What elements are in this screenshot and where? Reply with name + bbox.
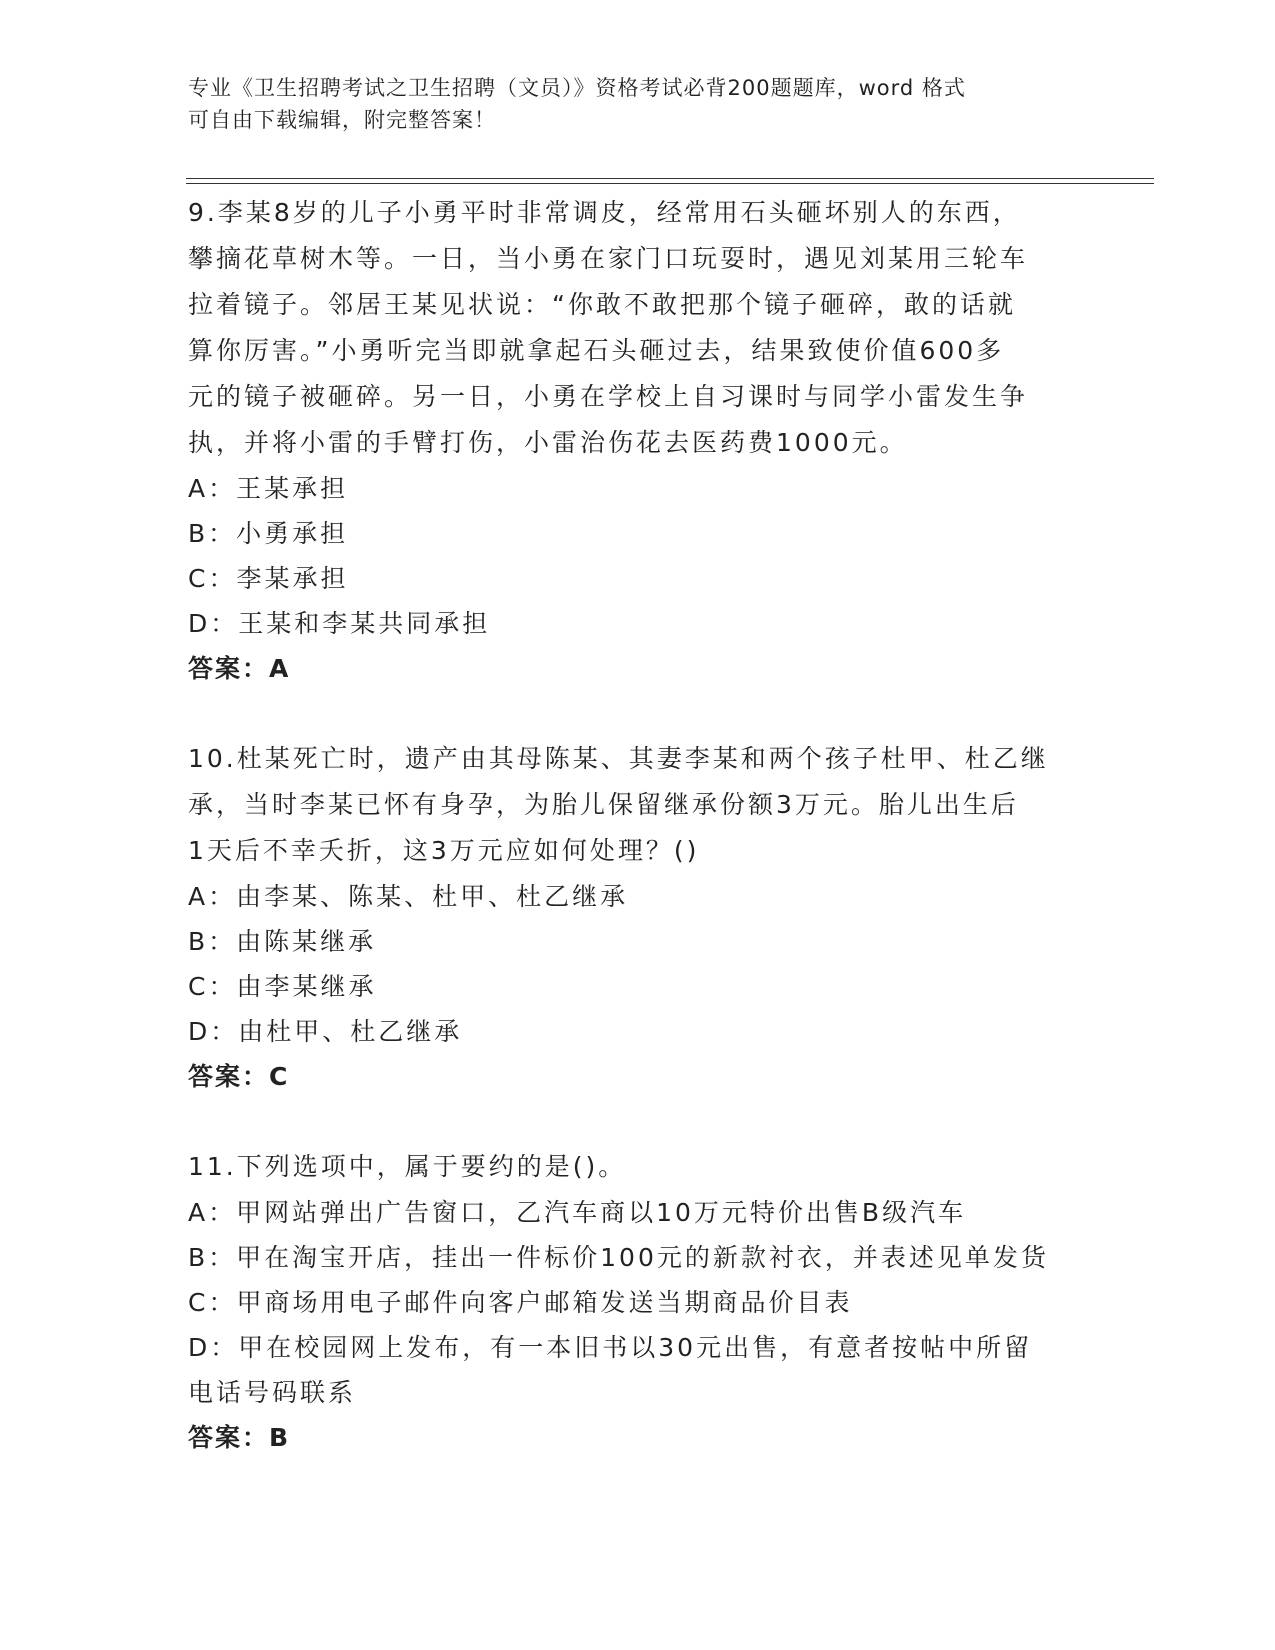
question-9 [188,190,1088,692]
stem-line: 11.下列选项中，属于要约的是()。 [188,1152,627,1181]
header-divider-bottom [186,183,1154,184]
header-divider-top [186,178,1154,179]
stem-line: 元的镜子被砸碎。另一日，小勇在学校上自习课时与同学小雷发生争 [188,382,1029,411]
option-a: A：王某承担 [188,474,349,503]
answer-line: 答案：B [188,1423,291,1452]
stem-line: 承，当时李某已怀有身孕，为胎儿保留继承份额3万元。胎儿出生后 [188,790,1019,819]
answer-line: 答案：A [188,654,291,683]
option-a: A：甲网站弹出广告窗口，乙汽车商以10万元特价出售B级汽车 [188,1198,967,1227]
question-stem [188,1144,1088,1190]
option-b: B：由陈某继承 [188,927,377,956]
question-list [188,190,1088,1461]
option-a: A：由李某、陈某、杜甲、杜乙继承 [188,882,629,911]
stem-line: 1天后不幸夭折，这3万元应如何处理？() [188,836,700,865]
header-line-1: 专业《卫生招聘考试之卫生招聘（文员）》资格考试必背200题题库，word 格式 [188,76,966,100]
header-line-2: 可自由下载编辑，附完整答案！ [188,108,496,132]
option-c: C：由李某继承 [188,972,377,1001]
option-b: B：小勇承担 [188,519,349,548]
question-stem [188,190,1088,466]
option-d-continued: 电话号码联系 [188,1378,357,1407]
stem-line: 拉着镜子。邻居王某见状说：“你敢不敢把那个镜子砸碎，敢的话就 [188,290,1016,319]
stem-line: 算你厉害。”小勇听完当即就拿起石头砸过去，结果致使价值600多 [188,336,1005,365]
option-d: D：甲在校园网上发布，有一本旧书以30元出售，有意者按帖中所留 [188,1333,1033,1362]
option-c: C：甲商场用电子邮件向客户邮箱发送当期商品价目表 [188,1288,853,1317]
option-d: D：王某和李某共同承担 [188,609,491,638]
stem-line: 攀摘花草树木等。一日，当小勇在家门口玩耍时，遇见刘某用三轮车 [188,244,1029,273]
stem-line: 10.杜某死亡时，遗产由其母陈某、其妻李某和两个孩子杜甲、杜乙继 [188,744,1049,773]
answer-line: 答案：C [188,1062,290,1091]
stem-line: 执，并将小雷的手臂打伤，小雷治伤花去医药费1000元。 [188,428,908,457]
question-stem [188,736,1088,874]
option-b: B：甲在淘宝开店，挂出一件标价100元的新款衬衣，并表述见单发货 [188,1243,1049,1272]
option-c: C：李某承担 [188,564,349,593]
question-10 [188,736,1088,1100]
stem-line: 9.李某8岁的儿子小勇平时非常调皮，经常用石头砸坏别人的东西， [188,198,1021,227]
question-11 [188,1144,1088,1461]
option-d: D：由杜甲、杜乙继承 [188,1017,463,1046]
page-header [188,72,1068,136]
